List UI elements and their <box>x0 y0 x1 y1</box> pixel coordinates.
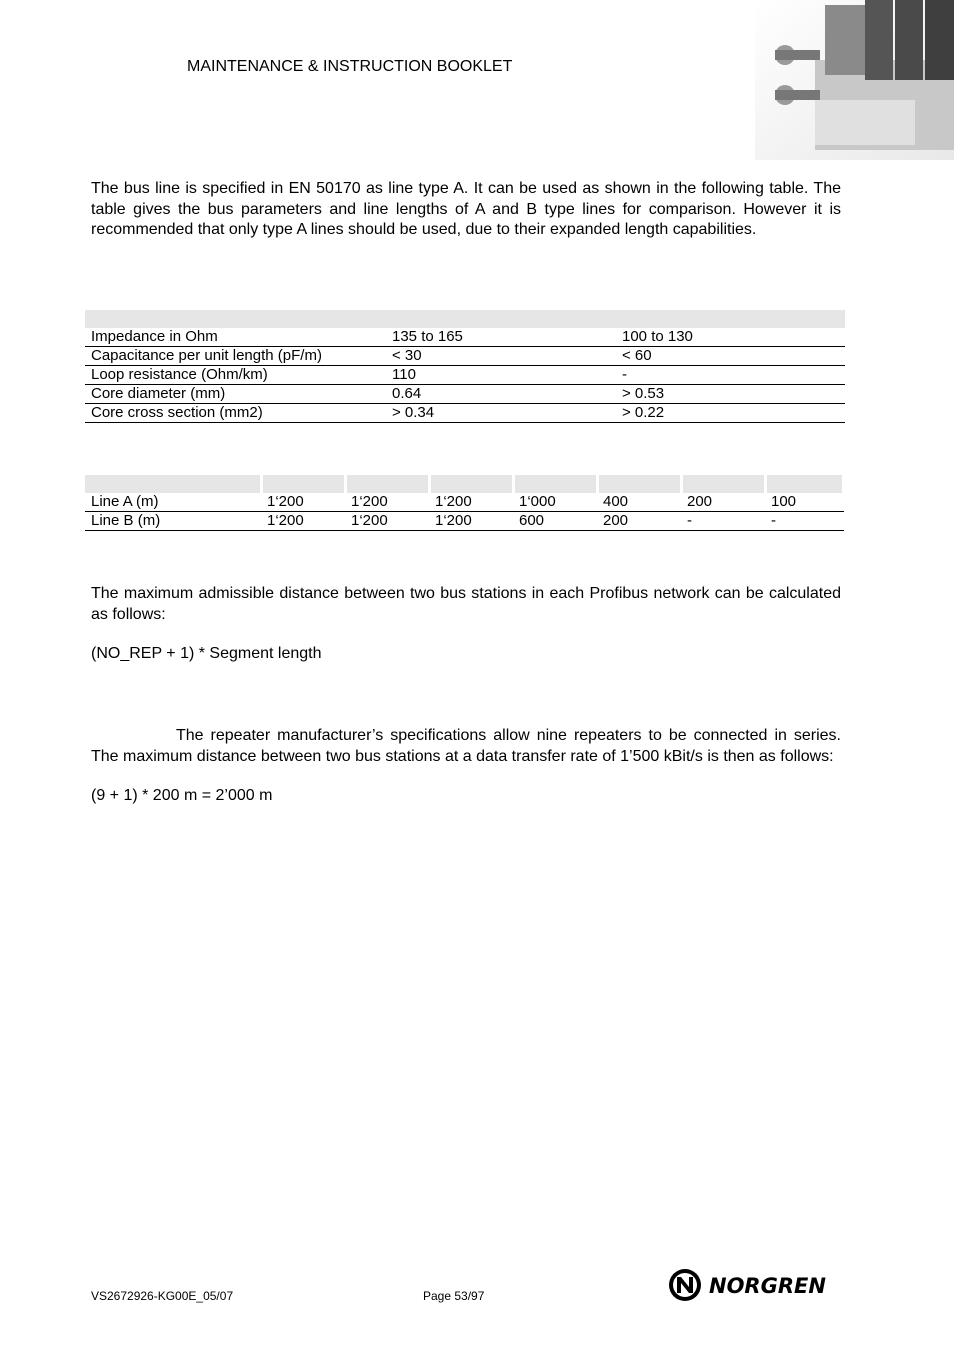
param-value-b: > 0.53 <box>616 385 845 404</box>
length-value: 100 <box>765 493 844 512</box>
length-value: 1‘200 <box>261 512 345 531</box>
param-label: Core diameter (mm) <box>85 385 386 404</box>
param-value-b: > 0.22 <box>616 404 845 423</box>
table-row <box>85 347 845 366</box>
document-number: VS2672926-KG00E_05/07 <box>91 1289 234 1303</box>
line-lengths-table <box>85 475 845 531</box>
param-value-a: < 30 <box>386 347 616 366</box>
formula-text: (NO_REP + 1) * Segment length <box>91 645 322 662</box>
table-row <box>85 366 845 385</box>
valve-manifold-image <box>755 0 954 160</box>
param-value-a: 135 to 165 <box>386 328 616 347</box>
table-row <box>85 493 844 512</box>
length-value: 200 <box>597 512 681 531</box>
length-value: 1‘200 <box>261 493 345 512</box>
table-row <box>85 512 844 531</box>
param-label: Capacitance per unit length (pF/m) <box>85 347 386 366</box>
length-value: 1‘000 <box>513 493 597 512</box>
length-value: - <box>765 512 844 531</box>
table-row <box>85 404 845 423</box>
header-title: MAINTENANCE & INSTRUCTION BOOKLET <box>187 58 513 75</box>
page-number: Page 53/97 <box>423 1289 485 1303</box>
param-label: Core cross section (mm2) <box>85 404 386 423</box>
param-value-a: 110 <box>386 366 616 385</box>
param-value-b: 100 to 130 <box>616 328 845 347</box>
length-value: - <box>681 512 765 531</box>
norgren-logo <box>667 1267 843 1303</box>
table-header-row <box>85 475 844 493</box>
table-header-row <box>85 310 845 328</box>
bus-parameters-table <box>85 310 845 423</box>
example-paragraph: The repeater manufacturer’s specifications allow nine repeaters to be connected in series. The maximum distance between two bus stations at a data transfer rate of 1’500 kBit/s is then as follows: <box>91 727 841 765</box>
length-value: 1‘200 <box>345 493 429 512</box>
length-value: 1‘200 <box>429 493 513 512</box>
param-value-a: 0.64 <box>386 385 616 404</box>
param-label: Loop resistance (Ohm/km) <box>85 366 386 385</box>
result-text: (9 + 1) * 200 m = 2’000 m <box>91 787 273 804</box>
line-label: Line B (m) <box>85 512 261 531</box>
intro-paragraph: The bus line is specified in EN 50170 as line type A. It can be used as shown in the following table. The table gives the bus parameters and line lengths of A and B type lines for comparison. However it is recommended that only type A lines should be used, due to their expanded length capabilities. <box>91 180 841 238</box>
param-value-b: - <box>616 366 845 385</box>
param-label: Impedance in Ohm <box>85 328 386 347</box>
table-row <box>85 328 845 347</box>
distance-paragraph: The maximum admissible distance between two bus stations in each Profibus network can be calculated as follows: <box>91 585 841 623</box>
length-value: 400 <box>597 493 681 512</box>
param-value-b: < 60 <box>616 347 845 366</box>
length-value: 1‘200 <box>345 512 429 531</box>
param-value-a: > 0.34 <box>386 404 616 423</box>
svg-text:NORGREN: NORGREN <box>709 1274 826 1298</box>
length-value: 200 <box>681 493 765 512</box>
length-value: 1‘200 <box>429 512 513 531</box>
length-value: 600 <box>513 512 597 531</box>
table-row <box>85 385 845 404</box>
line-label: Line A (m) <box>85 493 261 512</box>
